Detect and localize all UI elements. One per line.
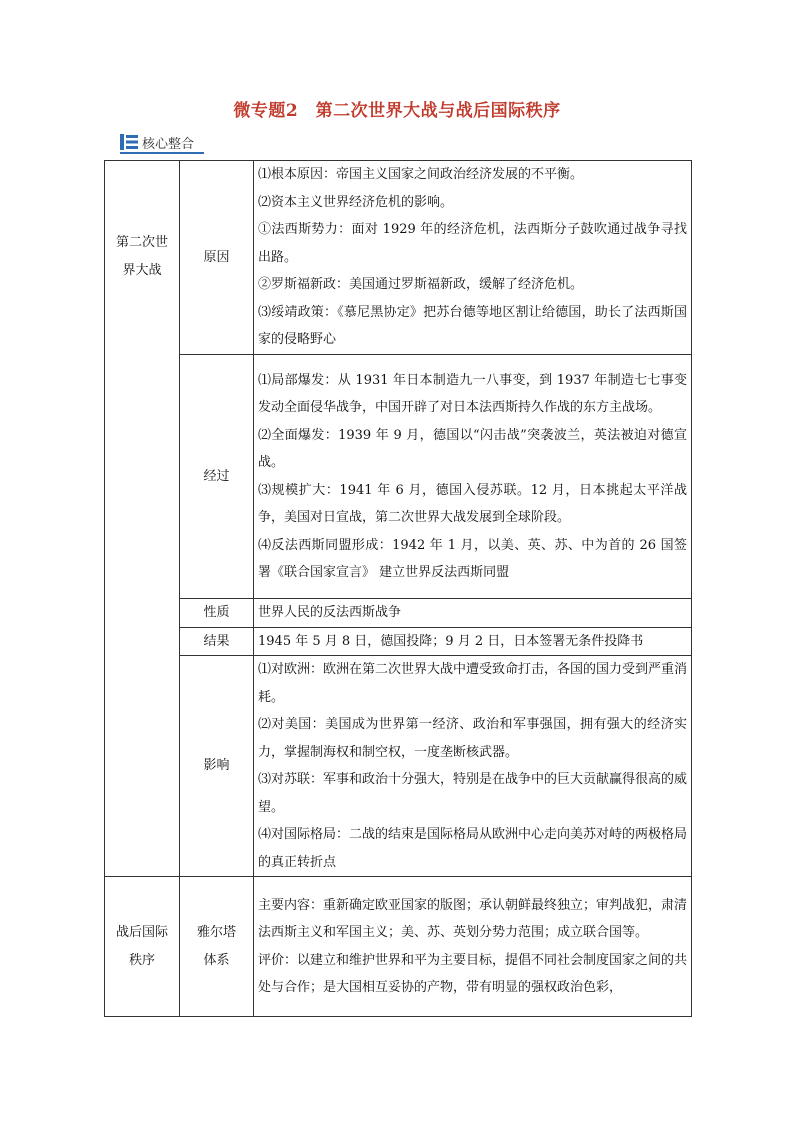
section-label: 核心整合 — [142, 136, 195, 152]
topic-nature: 性质 — [180, 599, 254, 628]
content-line: ⑵资本主义世界经济危机的影响。 — [258, 194, 454, 210]
content-line: ②罗斯福新政：美国通过罗斯福新政，缓解了经济危机。 — [258, 277, 584, 293]
table-row-nature — [105, 599, 692, 628]
content-line: ①法西斯势力：面对 1929 年的经济危机，法西斯分子鼓吹通过战争寻找出路。 — [258, 222, 687, 265]
content-line: ⑵对美国：美国成为世界第一经济、政治和军事强国，拥有强大的经济实力，掌握制海权和制空权，一度垄断核武器。 — [258, 717, 687, 760]
content-line: 评价：以建立和维护世界和平为主要目标，提倡不同社会制度国家之间的共处与合作；是大国相互妥协的产物，带有明显的强权政治色彩， — [258, 952, 688, 995]
list-section-icon — [120, 134, 138, 150]
content-line: 主要内容：重新确定欧亚国家的版图；承认朝鲜最终独立；审判战犯，肃清法西斯主义和军国主义；美、苏、英划分势力范围；成立联合国等。 — [258, 897, 688, 940]
content-line: ⑶规模扩大：1941 年 6 月，德国入侵苏联。12 月，日本挑起太平洋战争，美国对日宣战，第二次世界大战发展到全球阶段。 — [258, 482, 687, 525]
page-title: 微专题2 第二次世界大战与战后国际秩序 — [233, 101, 561, 121]
content-result: 1945 年 5 月 8 日，德国投降；9 月 2 日，日本签署无条件投降书 — [254, 627, 692, 656]
content-line: ⑷反法西斯同盟形成：1942 年 1 月，以美、英、苏、中为首的 26 国签署《联合国家宣言》 建立世界反法西斯同盟 — [258, 537, 687, 580]
content-process — [254, 355, 692, 599]
topic-process: 经过 — [180, 355, 254, 599]
content-yalta — [254, 877, 692, 1017]
topic-yalta: 雅尔塔体系 — [180, 877, 254, 1017]
content-causes — [254, 161, 692, 355]
content-line: ⑴对欧洲：欧洲在第二次世界大战中遭受致命打击，各国的国力受到严重消耗。 — [258, 662, 688, 705]
summary-table — [104, 160, 692, 1017]
table-row-causes — [105, 161, 692, 355]
content-line: ⑵全面爆发：1939 年 9 月，德国以“闪击战”突袭波兰，英法被迫对德宣战。 — [258, 427, 687, 470]
table-row-impact — [105, 656, 692, 877]
content-impact — [254, 656, 692, 877]
table-row-yalta — [105, 877, 692, 1017]
table-row-result — [105, 627, 692, 656]
topic-impact: 影响 — [180, 656, 254, 877]
content-line: ⑷对国际格局：二战的结束是国际格局从欧洲中心走向美苏对峙的两极格局的真正转折点 — [258, 827, 688, 870]
category-postwar: 战后国际秩序 — [105, 877, 180, 1017]
content-line: ⑶对苏联：军事和政治十分强大，特别是在战争中的巨大贡献赢得很高的威望。 — [258, 772, 688, 815]
section-header — [120, 131, 194, 153]
content-line: ⑴根本原因：帝国主义国家之间政治经济发展的不平衡。 — [258, 167, 584, 183]
content-nature: 世界人民的反法西斯战争 — [254, 599, 692, 628]
topic-result: 结果 — [180, 627, 254, 656]
content-line: ⑶绥靖政策：《慕尼黑协定》把苏台德等地区割让给德国，助长了法西斯国家的侵略野心 — [258, 304, 687, 348]
table-row-process — [105, 355, 692, 599]
topic-causes: 原因 — [180, 161, 254, 355]
section-underline — [120, 152, 204, 154]
content-line: ⑴局部爆发：从 1931 年日本制造九一八事变，到 1937 年制造七七事变发动全面侵华战争，中国开辟了对日本法西斯持久作战的东方主战场。 — [258, 372, 687, 415]
category-ww2: 第二次世界大战 — [105, 161, 180, 877]
